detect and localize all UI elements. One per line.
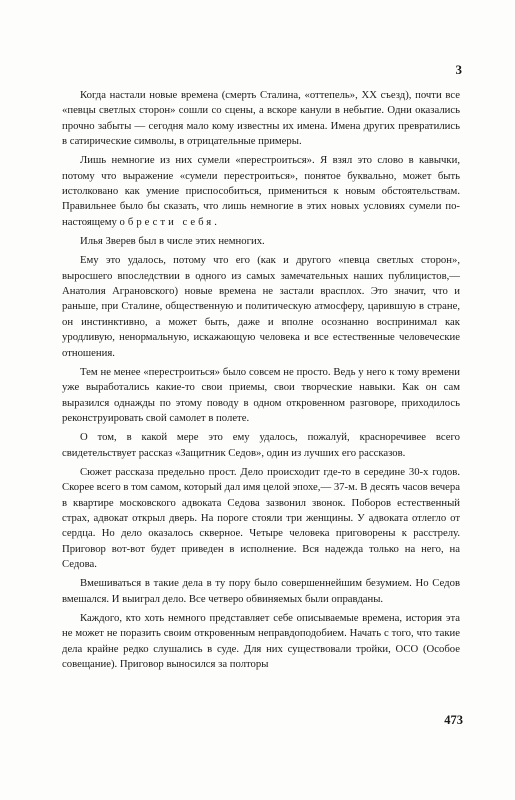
paragraph <box>62 576 460 607</box>
paragraph <box>62 234 460 249</box>
paragraph-text: Сюжет рассказа предельно прост. Дело происходит где-то в середине 30-х годов. Скорее всего в том самом, который дал имя целой эпохе,— 37-м. В десять часов вечера в квартире московского адвоката Седова зазвонил звонок. Поборов естественный страх, адвокат открыл дверь. На пороге стояли три женщины. У адвоката отлегло от сердца. Но дело оказалось скверное. Четыре человека приговорены к расстрелу. Приговор вот-вот будет приведен в исполнение. Вся надежда только на него, на Седова. <box>62 465 460 570</box>
paragraph-text: Лишь немногие из них сумели «перестроиться». Я взял это слово в кавычки, потому что выражение «сумели перестроиться», понятое буквально, может быть истолковано как умение приспособиться, примениться к новым обстоятельствам. Правильнее было бы сказать, что лишь немногие в этих новых условиях сумели по-настоящему <box>62 154 460 228</box>
paragraph <box>62 611 460 672</box>
paragraph <box>62 153 460 230</box>
paragraph-text: Вмешиваться в такие дела в ту пору было совершеннейшим безумием. Но Седов вмешался. И выиграл дело. Все четверо обвиняемых были оправданы. <box>62 577 460 605</box>
paragraph <box>62 430 460 461</box>
paragraph-text: Тем не менее «перестроиться» было совсем не просто. Ведь у него к тому времени уже выработались какие-то свои приемы, свои творческие навыки. Как он сам выразился однажды по этому поводу в одном откровенном разговоре, приходилось реконструировать свой самолет в полете. <box>62 365 460 424</box>
paragraph-text: О том, в какой мере это ему удалось, пожалуй, красноречивее всего свидетельствует рассказ «Защитник Седов», один из лучших его рассказов. <box>62 431 460 459</box>
paragraph <box>62 253 460 360</box>
page-number: 473 <box>444 713 463 727</box>
spaced-emphasis: обрести себя <box>119 215 215 228</box>
section-mark: 3 <box>455 62 462 77</box>
paragraph <box>62 365 460 426</box>
body-text <box>62 88 460 676</box>
paragraph-end: . <box>214 215 217 228</box>
paragraph-text: Когда настали новые времена (смерть Сталина, «оттепель», XX съезд), почти все «певцы светлых сторон» сошли со сцены, а вскоре канули в небытие. Одни оказались прочно забыты — сегодня мало кому известны их имена. Имена других превратились в сатирические символы, в отрицательные примеры. <box>62 89 460 148</box>
paragraph-text: Ему это удалось, потому что его (как и другого «певца светлых сторон», выросшего впоследствии в одного из самых замечательных наших публицистов,— Анатолия Аграновского) новые времена не застали врасплох. Это значит, что и раньше, при Сталине, общественную и политическую атмосферу, царившую в стране, он инстинктивно, а может быть, даже и вполне осознанно воспринимал как уродливую, ненормальную, искажающую человека и все естественные человеческие отношения. <box>62 254 460 359</box>
paragraph <box>62 465 460 572</box>
paragraph-text: Илья Зверев был в числе этих немногих. <box>80 235 265 248</box>
paragraph <box>62 88 460 149</box>
paragraph-text: Каждого, кто хоть немного представляет себе описываемые времена, история эта не может не поразить своим откровенным неправдоподобием. Начать с того, что такие дела крайне редко слушались в суде. Для них существовали тройки, ОСО (Особое совещание). Приговор выносился за полторы <box>62 612 460 671</box>
